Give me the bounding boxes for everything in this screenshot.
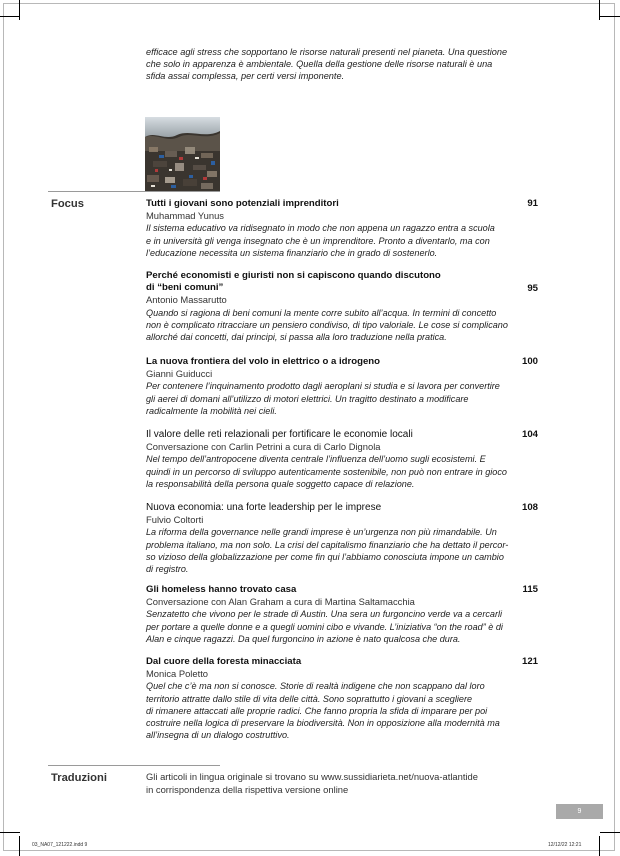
entry-title-line: Nuova economia: una forte leadership per le imprese — [146, 502, 382, 513]
page-number: 100 — [521, 356, 538, 367]
abstract-line: La riforma della governance nelle grandi imprese è un’urgenza non più rimandabile. Un — [146, 527, 497, 538]
page-number: 91 — [527, 198, 538, 209]
entry-abstract — [146, 222, 546, 259]
abstract-line: territorio attratte dallo stile di vita delle città. Sono soprattutto i giovani a scegliere — [146, 693, 473, 704]
section-divider — [48, 191, 220, 192]
entry-author: Muhammad Yunus — [146, 210, 224, 222]
entry-title — [146, 198, 486, 210]
abstract-line: e in università gli venga insegnato che è un imprenditore. Pronto a diventarlo, ma con — [146, 235, 490, 246]
abstract-line: costruire nella logica di preservare la biodiversità. Non in opposizione alla modernità ma — [146, 718, 500, 729]
entry-title-line: Dal cuore della foresta minacciata — [146, 656, 302, 667]
page-number: 95 — [527, 283, 538, 294]
section-label-traduzioni: Traduzioni — [51, 772, 107, 784]
abstract-line: per portare a quelle donne e a quegli uomini cibo e vivande. L’iniziativa “on the road” è di — [146, 621, 503, 632]
abstract-line: allorché dai concetti, dai principi, si passa alla loro traduzione nella pratica. — [146, 332, 447, 343]
toc-entry — [146, 656, 546, 741]
intro-line: efficace agli stress che sopportano le risorse naturali presenti nel pianeta. Una questione — [146, 47, 508, 57]
entry-author: Monica Poletto — [146, 668, 209, 680]
traduzioni-line: in corrispondenza della rispettiva versione online — [146, 784, 349, 795]
crop-mark — [599, 836, 600, 856]
entry-abstract — [146, 680, 546, 741]
toc-entry — [146, 198, 546, 259]
abstract-line: la responsabilità della persona quale soggetto capace di relazione. — [146, 478, 415, 489]
toc-entry — [146, 584, 546, 645]
toc-entry — [146, 356, 546, 417]
toc-entry — [146, 270, 546, 343]
entry-author: Fulvio Coltorti — [146, 514, 204, 526]
entry-abstract — [146, 380, 546, 417]
entry-author: Gianni Guiducci — [146, 368, 213, 380]
abstract-line: Il sistema educativo va ridisegnato in modo che non appena un ragazzo entra a scuola — [146, 223, 495, 234]
entry-title-line: Perché economisti e giuristi non si capiscono quando discutono — [146, 270, 441, 281]
abstract-line: di registro. — [146, 564, 189, 575]
entry-author: Antonio Massarutto — [146, 294, 227, 306]
page-number: 104 — [521, 429, 538, 440]
crop-mark — [600, 832, 620, 833]
entry-author: Conversazione con Alan Graham a cura di Martina Saltamacchia — [146, 596, 415, 608]
abstract-line: l’educazione necessita un sistema finanziario che in grado di sostenerlo. — [146, 247, 438, 258]
abstract-line: non è complicato ritracciare un pensiero condiviso, di tipo valoriale. Le cose si complicano — [146, 319, 508, 330]
entry-abstract — [146, 307, 546, 344]
crop-mark — [599, 0, 600, 20]
entry-abstract — [146, 608, 546, 645]
toc-entry — [146, 429, 546, 490]
abstract-line: Alan e cinque ragazzi. Da quel furgoncino in azione è nato qualcosa che dura. — [146, 633, 461, 644]
page-number: 108 — [521, 502, 538, 513]
page-folio: 9 — [556, 804, 603, 819]
slug-date: 12/12/22 12:21 — [548, 842, 582, 848]
section-divider — [48, 765, 220, 766]
entry-title-line: Il valore delle reti relazionali per fortificare le economie locali — [146, 429, 413, 440]
intro-line: che solo in apparenza è ambientale. Quella della gestione delle risorse naturali è una — [146, 59, 493, 70]
crop-mark — [600, 16, 620, 17]
entry-title — [146, 270, 486, 294]
page-number: 121 — [521, 656, 538, 667]
abstract-line: all’insegna di un dialogo costruttivo. — [146, 730, 290, 741]
intro-line: sfida assai complessa, per certi versi imponente. — [146, 71, 345, 82]
entry-title-line: Tutti i giovani sono potenziali imprenditori — [146, 198, 339, 209]
crop-mark — [19, 836, 20, 856]
entry-title — [146, 656, 486, 668]
abstract-line: problema italiano, ma non solo. La crisi del capitalismo finanziario che ha dettato il percor- — [146, 539, 509, 550]
entry-title-line: La nuova frontiera del volo in elettrico o a idrogeno — [146, 356, 381, 367]
abstract-line: radicalmente la mobilità nei cieli. — [146, 405, 277, 416]
entry-title — [146, 429, 486, 441]
abstract-line: gli aerei di domani all’utilizzo di motori elettrici. Un tragitto destinato a modificare — [146, 393, 469, 404]
crop-mark — [0, 16, 20, 17]
slug-filename: 03_NA07_121222.indd 9 — [32, 842, 88, 848]
abstract-line: Per contenere l’inquinamento prodotto dagli aeroplani si studia e si lavora per convertire — [146, 381, 500, 392]
entry-abstract — [146, 526, 546, 575]
traduzioni-line: Gli articoli in lingua originale si trovano su www.sussidiarieta.net/nuova-atlantide — [146, 771, 478, 782]
article-thumbnail-image — [145, 117, 220, 191]
entry-title-line: di “beni comuni” — [146, 282, 224, 294]
section-label-focus: Focus — [51, 198, 84, 210]
abstract-line: Quel che c’è ma non si conosce. Storie di realtà indigene che non scappano dal loro — [146, 681, 485, 692]
abstract-line: Senzatetto che vivono per le strade di Austin. Una sera un furgoncino verde va a cercarli — [146, 609, 503, 620]
abstract-line: so vizioso della globalizzazione per come fin qui l’abbiamo conosciuta impone un cambio — [146, 551, 504, 562]
abstract-line: quindi in un percorso di sviluppo autenticamente sostenibile, non può non entrare in gioco — [146, 466, 507, 477]
abstract-line: di rimanere attaccati alle proprie radici. Che fanno propria la sfida di imparare per poi — [146, 705, 488, 716]
entry-title — [146, 502, 486, 514]
crop-mark — [19, 0, 20, 20]
intro-paragraph — [146, 46, 546, 83]
entry-author: Conversazione con Carlin Petrini a cura di Carlo Dignola — [146, 441, 381, 453]
entry-title-line: Gli homeless hanno trovato casa — [146, 584, 297, 595]
traduzioni-note — [146, 770, 546, 796]
entry-title — [146, 356, 486, 368]
toc-entry — [146, 502, 546, 575]
abstract-line: Quando si ragiona di beni comuni la mente corre subito all’acqua. In termini di concetto — [146, 307, 497, 318]
crop-mark — [0, 832, 20, 833]
page-number: 115 — [522, 584, 538, 595]
abstract-line: Nel tempo dell’antropocene diventa centrale l’influenza dell’uomo sugli ecosistemi. E — [146, 454, 486, 465]
entry-title — [146, 584, 486, 596]
entry-abstract — [146, 453, 546, 490]
